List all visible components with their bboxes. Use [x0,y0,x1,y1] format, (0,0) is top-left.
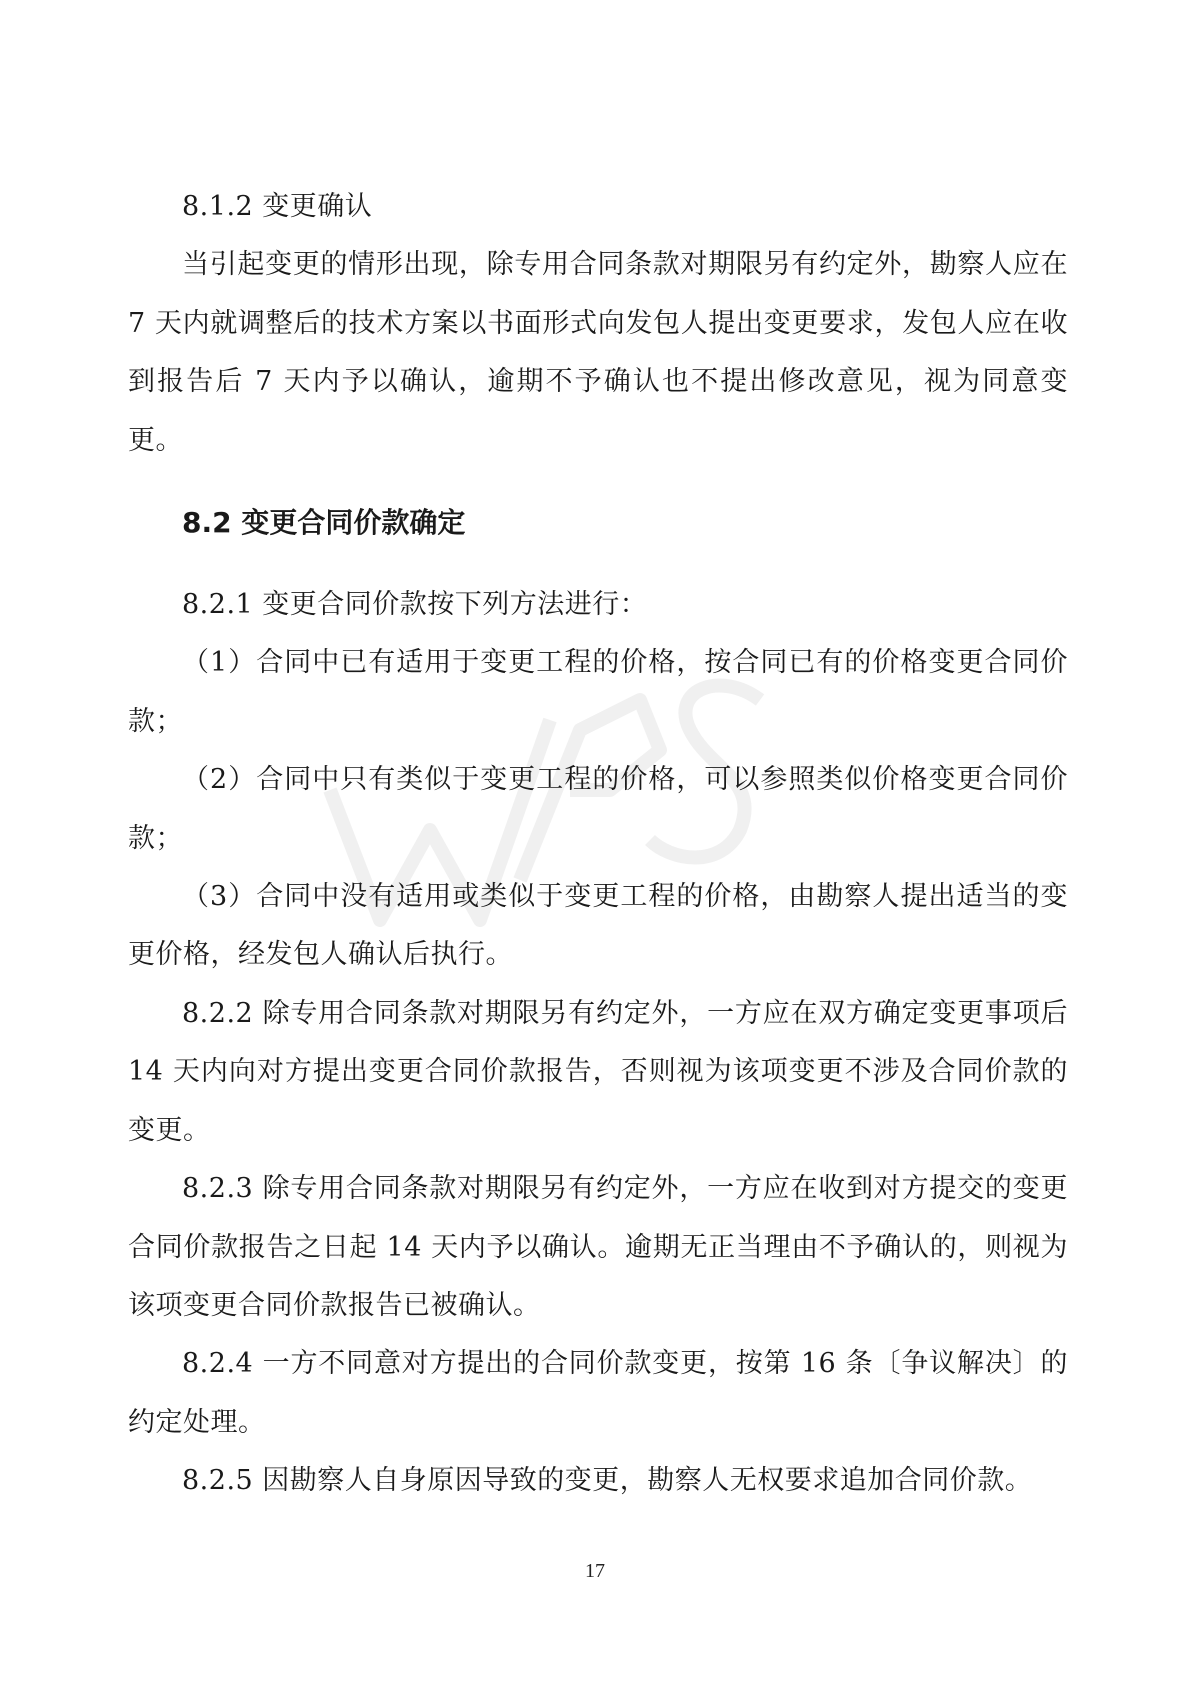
section-8-2-1-title: 8.2.1 变更合同价款按下列方法进行： [182,589,648,621]
section-8-2-5-text: 8.2.5 因勘察人自身原因导致的变更，勘察人无权要求追加合同价款。 [182,1465,1033,1497]
section-8-1-2-text: 当引起变更的情形出现，除专用合同条款对期限另有约定外，勘察人应在 7 天内就调整后的技术方案以书面形式向发包人提出变更要求，发包人应在收到报告后 7 天内予以确认，逾期不予确认也不提出修改意见，视为同意变更。 [128,249,1068,456]
section-8-2-4-text: 8.2.4 一方不同意对方提出的合同价款变更，按第 16 条〔争议解决〕的约定处理。 [128,1348,1068,1438]
list-item-3: （3）合同中没有适用或类似于变更工程的价格，由勘察人提出适当的变更价格，经发包人确认后执行。 [128,881,1068,971]
list-item-2: （2）合同中只有类似于变更工程的价格，可以参照类似价格变更合同价款； [128,764,1068,854]
page-number: 17 [585,1560,605,1582]
section-8-2-3-text: 8.2.3 除专用合同条款对期限另有约定外，一方应在收到对方提交的变更合同价款报告之日起 14 天内予以确认。逾期无正当理由不予确认的，则视为该项变更合同价款报告已被确认。 [128,1173,1068,1321]
document-body [128,178,1068,1511]
section-8-1-2-title: 8.1.2 变更确认 [182,191,373,222]
section-8-2-2-text: 8.2.2 除专用合同条款对期限另有约定外，一方应在双方确定变更事项后 14 天内向对方提出变更合同价款报告，否则视为该项变更不涉及合同价款的变更。 [128,997,1068,1146]
section-8-2-heading: 8.2 变更合同价款确定 [182,506,466,540]
list-item-1: （1）合同中已有适用于变更工程的价格，按合同已有的价格变更合同价款； [128,647,1068,737]
